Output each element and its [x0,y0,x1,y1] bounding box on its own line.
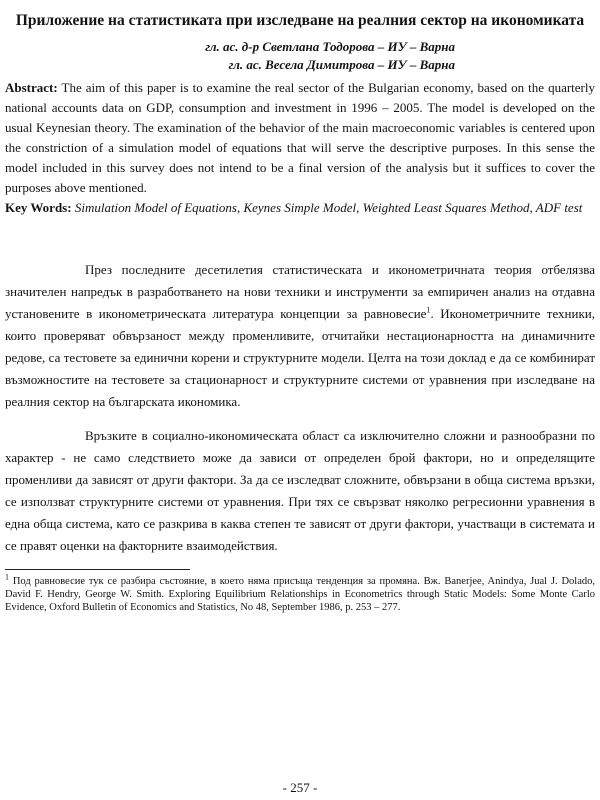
footnote-mark: 1 [5,572,9,582]
paragraph-1-part-b: . Иконометричните техники, които проверяват обвързаност между променливите, отчитайки нестационарността на динамичните редове, са тестовете за единични корени и структурните модели. Целта на този доклад е да се комбинират възможностите на тестовете за стационарност и структурните системи от уравнения при изследване на реалния сектор на българската икономика. [5,306,595,409]
author-1: гл. ас. д-р Светлана Тодорова – ИУ – Варна [205,39,455,54]
footnote-text: Под равновесие тук се разбира състояние, в което няма присъща тенденция за промяна. Вж. Banerjee, Anindya, Jual J. Dolado, David F. Hendry, George W. Smith. Exploring Equilibrium Relationships in Econometrics through Static Models: Some Monte Carlo Evidence, Oxford Bulletin of Economics and Statistics, No 48, September 1986, p. 253 – 277. [5,576,595,613]
authors-block [5,38,595,74]
abstract [5,78,595,198]
paragraph-1-part-a: През последните десетилетия статистическата и иконометричната теория отбелязва значителен напредък в разработването на нови техники и инструменти за емпиричен анализ на отдавна установените в иконометрическата литература концепции за равновесие [5,262,595,321]
footnote-divider [5,569,190,570]
paragraph-2: Връзките в социално-икономическата област са изключително сложни и разнообразни по характер - не само следствието може да зависи от определен брой фактори, но и определящите променливи да зависят от други фактори. За да се изследват сложните, обвързани в обща система връзки, се използват структурните системи от уравнения. При тях се свързват няколко регресионни уравнения в една обща система, като се разкрива в каква степен те зависят от други фактори, участващи в системата и се правят оценки на факторните взаимодействия. [5,428,595,553]
page-number: - 257 - [282,780,318,795]
abstract-label: Abstract: [5,80,58,95]
keywords-label: Key Words: [5,200,72,215]
paragraph-1 [5,259,595,413]
footnote [5,572,595,614]
paper-title: Приложение на статистиката при изследване на реалния сектор на икономиката [15,12,585,29]
abstract-text: The aim of this paper is to examine the real sector of the Bulgarian economy, based on the quarterly national accounts data on GDP, consumption and investment in 1996 – 2005. The model is developed on the usual Keynesian theory. The examination of the behavior of the main macroeconomic variables is centered upon the constriction of a simulation model of equations that will serve the descriptive purposes. In this sense the model included in this survey does not intend to be a final version of the analysis but it suffices to cover the purposes above mentioned. [5,80,595,195]
keywords-text: Simulation Model of Equations, Keynes Simple Model, Weighted Least Squares Method, ADF test [71,200,583,215]
footnote-reference: 1 [426,305,431,315]
body-text [5,259,595,557]
keywords [5,198,595,218]
author-2: гл. ас. Весела Димитрова – ИУ – Варна [228,57,455,72]
